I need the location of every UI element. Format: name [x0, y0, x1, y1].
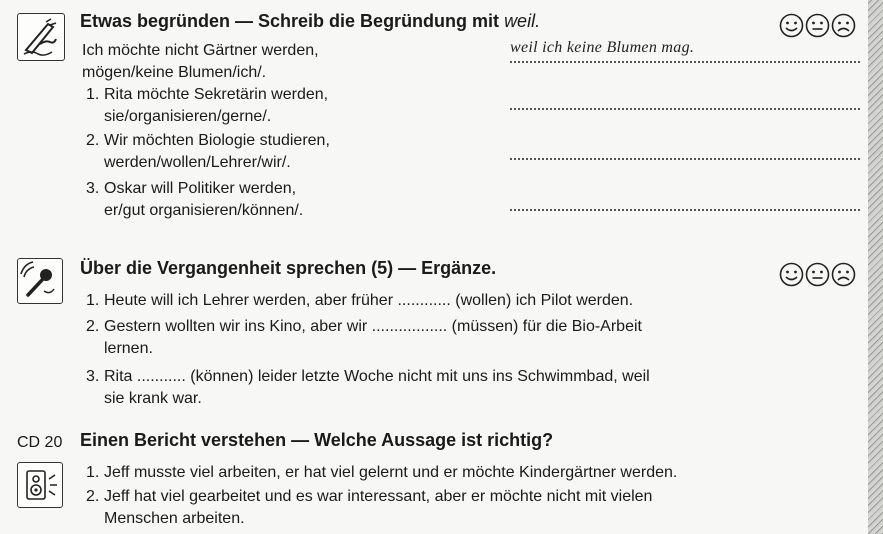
s3-item-2-num: 2.: [86, 488, 100, 505]
s1-item-2-line1: Wir möchten Biologie studieren,: [104, 132, 330, 149]
happy-face-icon: [779, 13, 804, 38]
cd-track-label: CD 20: [17, 434, 63, 451]
happy-face-icon: [779, 262, 804, 287]
writing-hand-icon: [17, 13, 65, 61]
s2-item-3-line1: Rita ........... (können) leider letzte Woche nicht mit uns ins Schwimmbad, weil: [104, 368, 650, 385]
s2-item-3-num: 3.: [86, 368, 100, 385]
s2-item-3-line2: sie krank war.: [104, 390, 202, 407]
example-line-1: Ich möchte nicht Gärtner werden,: [82, 42, 319, 59]
s2-item-2-line2: lernen.: [104, 340, 153, 357]
self-assessment-faces-1: [779, 13, 856, 38]
s2-item-2-num: 2.: [86, 318, 100, 335]
s3-item-1-num: 1.: [86, 464, 100, 481]
s2-item-2-line1: Gestern wollten wir ins Kino, aber wir ................. (müssen) für die Bio-Arbeit: [104, 318, 642, 335]
s2-item-1-line1: Heute will ich Lehrer werden, aber früher ............ (wollen) ich Pilot werden.: [104, 292, 634, 309]
example-line-2: mögen/keine Blumen/ich/.: [82, 64, 267, 81]
page-edge-texture: [868, 0, 883, 534]
s2-item-1-num: 1.: [86, 292, 100, 309]
microphone-icon: [17, 258, 63, 304]
speaker-icon: [17, 462, 63, 508]
neutral-face-icon: [805, 262, 830, 287]
section3-title: Einen Bericht verstehen — Welche Aussage ist richtig?: [80, 430, 554, 450]
s1-item-1-line1: Rita möchte Sekretärin werden,: [104, 86, 329, 103]
sad-face-icon: [831, 13, 856, 38]
s1-item-3-line2: er/gut organisieren/können/.: [104, 202, 304, 219]
s1-item-3-answer-field[interactable]: [510, 209, 860, 211]
example-answer-line: [510, 61, 860, 63]
section1-title: Etwas begründen — Schreib die Begründung mit weil.: [80, 11, 541, 31]
s1-item-3-line1: Oskar will Politiker werden,: [104, 180, 297, 197]
section2-title: Über die Vergangenheit sprechen (5) — Ergänze.: [80, 258, 497, 278]
s1-item-2-answer-field[interactable]: [510, 158, 860, 160]
s3-item-2-line1: Jeff hat viel gearbeitet und es war interessant, aber er möchte nicht mit vielen: [104, 488, 653, 505]
s1-item-2-num: 2.: [86, 132, 100, 149]
s3-item-1-line1: Jeff musste viel arbeiten, er hat viel gelernt und er möchte Kindergärtner werden.: [104, 464, 678, 481]
sad-face-icon: [831, 262, 856, 287]
s3-item-2-line2: Menschen arbeiten.: [104, 510, 245, 527]
example-answer: weil ich keine Blumen mag.: [510, 39, 695, 56]
self-assessment-faces-2: [779, 262, 856, 287]
s1-item-1-num: 1.: [86, 86, 100, 103]
s1-item-3-num: 3.: [86, 180, 100, 197]
s1-item-1-line2: sie/organisieren/gerne/.: [104, 108, 272, 125]
neutral-face-icon: [805, 13, 830, 38]
s1-item-1-answer-field[interactable]: [510, 108, 860, 110]
s1-item-2-line2: werden/wollen/Lehrer/wir/.: [104, 154, 291, 171]
